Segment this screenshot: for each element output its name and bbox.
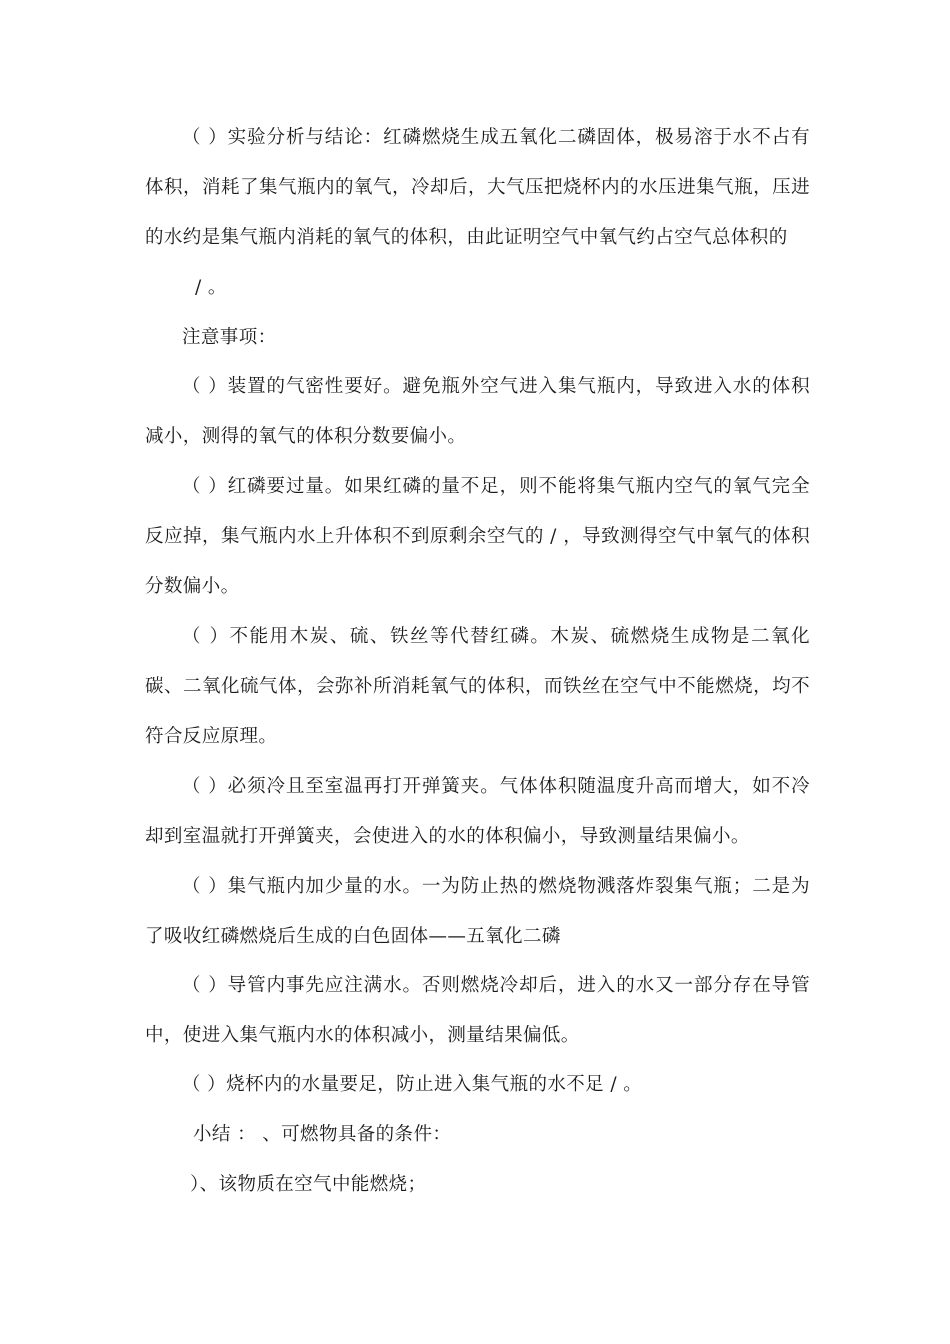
paragraph-fraction-line: / 。 xyxy=(195,277,227,298)
paragraph-note-airtight: （ ）装置的气密性要好。避免瓶外空气进入集气瓶内，导致进入水的体积减小，测得的氧气的体积分数要偏小。 xyxy=(145,376,810,447)
paragraph-note-no-substitutes: （ ）不能用木炭、硫、铁丝等代替红磷。木炭、硫燃烧生成物是二氧化碳、二氧化硫气体，会弥补所消耗氧气的体积，而铁丝在空气中不能燃烧，均不符合反应原理。 xyxy=(145,626,810,747)
paragraph-note-tube-filled: （ ）导管内事先应注满水。否则燃烧冷却后，进入的水又一部分存在导管中，使进入集气瓶内水的体积减小，测量结果偏低。 xyxy=(145,975,810,1046)
paragraph-notes-heading: 注意事项： xyxy=(182,327,277,348)
paragraph-experiment-conclusion: （ ）实验分析与结论：红磷燃烧生成五氧化二磷固体，极易溶于水不占有体积，消耗了集气瓶内的氧气，冷却后，大气压把烧杯内的水压进集气瓶，压进的水约是集气瓶内消耗的氧气的体积，由此证明空气中氧气约占空气总体积的 xyxy=(145,127,810,248)
paragraph-note-excess-phosphorus: （ ）红磷要过量。如果红磷的量不足，则不能将集气瓶内空气的氧气完全反应掉，集气瓶内水上升体积不到原剩余空气的 / ，导致测得空气中氧气的体积分数偏小。 xyxy=(145,476,810,597)
paragraph-summary: 小结 ： 、可燃物具备的条件： xyxy=(193,1124,452,1145)
paragraph-note-water-in-bottle: （ ）集气瓶内加少量的水。一为防止热的燃烧物溅落炸裂集气瓶；二是为了吸收红磷燃烧后生成的白色固体——五氧化二磷 xyxy=(145,876,810,947)
paragraph-condition-one: ）、该物质在空气中能燃烧； xyxy=(190,1174,427,1195)
paragraph-note-enough-water: （ ）烧杯内的水量要足，防止进入集气瓶的水不足 / 。 xyxy=(182,1074,643,1095)
paragraph-note-cool-down: （ ）必须冷且至室温再打开弹簧夹。气体体积随温度升高而增大，如不冷却到室温就打开弹簧夹，会使进入的水的体积偏小，导致测量结果偏小。 xyxy=(145,776,810,847)
